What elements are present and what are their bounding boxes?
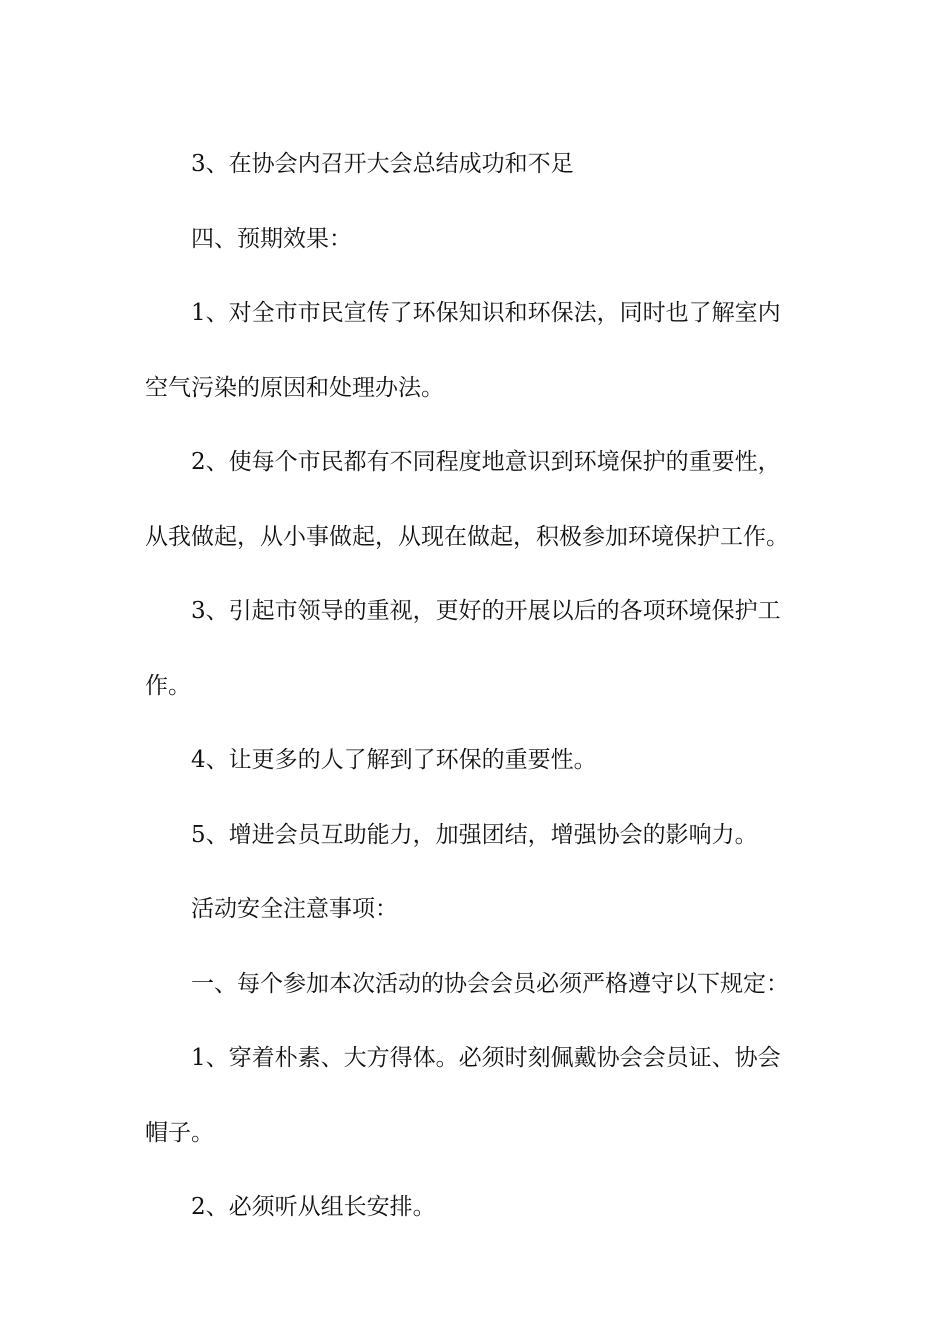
text-line: 4、让更多的人了解到了环保的重要性。 <box>191 747 597 773</box>
text-line: 3、在协会内召开大会总结成功和不足 <box>191 151 574 177</box>
document-body <box>145 127 810 1245</box>
text-line: 作。 <box>145 672 191 699</box>
text-line: 空气污染的原因和处理办法。 <box>145 374 444 401</box>
text-line: 1、穿着朴素、大方得体。必须时刻佩戴协会会员证、协会 <box>191 1045 781 1071</box>
section-heading-safety-notes: 活动安全注意事项： <box>191 896 398 922</box>
section-heading-expected-results: 四、预期效果： <box>191 225 352 252</box>
text-line: 帽子。 <box>145 1119 214 1146</box>
text-line: 5、增进会员互助能力，加强团结，增强协会的影响力。 <box>191 821 758 848</box>
text-line: 2、使每个市民都有不同程度地意识到环境保护的重要性， <box>191 449 781 475</box>
text-line: 3、引起市领导的重视，更好的开展以后的各项环境保护工 <box>191 598 781 624</box>
text-line: 2、必须听从组长安排。 <box>191 1194 436 1220</box>
text-line: 1、对全市市民宣传了环保知识和环保法，同时也了解室内 <box>191 300 781 326</box>
text-line: 一、每个参加本次活动的协会会员必须严格遵守以下规定： <box>191 970 789 997</box>
text-line: 从我做起，从小事做起，从现在做起，积极参加环境保护工作。 <box>145 523 789 550</box>
